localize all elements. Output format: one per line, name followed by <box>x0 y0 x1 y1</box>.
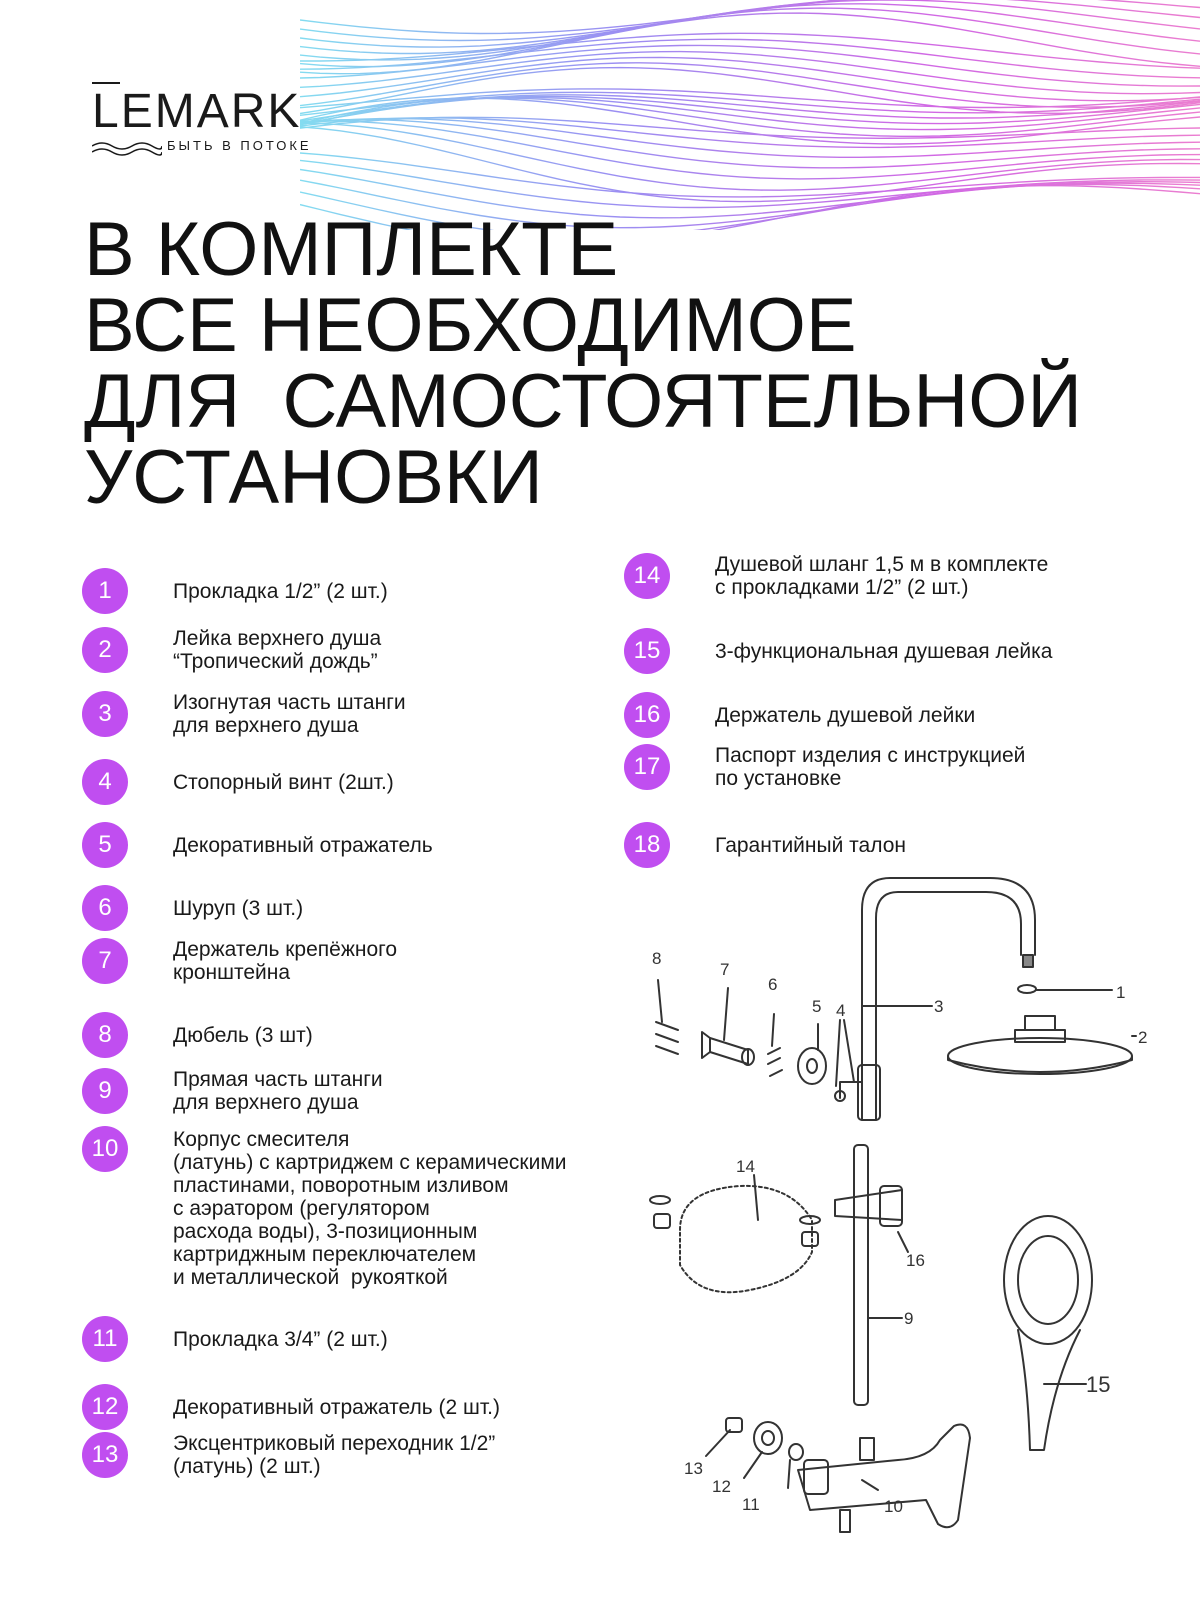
overhead-shower-part <box>948 1038 1132 1074</box>
pipe-thread <box>1023 955 1033 967</box>
diagram-label-12: 12 <box>712 1477 731 1496</box>
item-text: Шуруп (3 шт.) <box>173 896 304 920</box>
item-number-badge: 15 <box>624 628 670 674</box>
reflector-small-part <box>754 1422 782 1454</box>
parts-diagram <box>640 860 1200 1600</box>
item-text: Изогнутая часть штанги для верхнего душа <box>173 691 406 737</box>
item-number-badge: 6 <box>82 885 128 931</box>
list-item <box>624 553 1048 599</box>
item-number-badge: 4 <box>82 759 128 805</box>
item-number-badge: 18 <box>624 822 670 868</box>
item-text: Душевой шланг 1,5 м в комплекте с прокладками 1/2” (2 шт.) <box>715 553 1049 599</box>
wave-line <box>300 13 1200 74</box>
diagram-label-5: 5 <box>812 997 822 1016</box>
straight-bar-part <box>854 1145 868 1405</box>
diagram-label-8: 8 <box>652 949 662 968</box>
page-headline <box>84 207 1082 520</box>
list-item <box>624 692 975 738</box>
bent-pipe-part <box>862 878 1035 1120</box>
wave-line <box>300 117 1200 138</box>
brand-name: LEMARK <box>92 85 302 138</box>
item-number-badge: 17 <box>624 744 670 790</box>
headline-line-1: В КОМПЛЕКТЕ <box>84 207 619 292</box>
item-text: 3-функциональная душевая лейка <box>715 639 1053 663</box>
item-text: Эксцентриковый переходник 1/2” (латунь) (2 шт.) <box>173 1432 496 1478</box>
diagram-label-11: 11 <box>742 1495 760 1514</box>
logo-wave-icon <box>92 140 162 156</box>
item-text: Прокладка 3/4” (2 шт.) <box>173 1327 388 1351</box>
list-item <box>82 938 397 984</box>
list-item <box>82 822 433 868</box>
decorative-waves <box>300 0 1200 230</box>
list-item <box>82 1126 567 1289</box>
item-number-badge: 9 <box>82 1068 128 1114</box>
list-item <box>82 885 303 931</box>
diagram-label-9: 9 <box>904 1309 914 1328</box>
item-number-badge: 14 <box>624 553 670 599</box>
diagram-label-4: 4 <box>836 1001 846 1020</box>
list-item <box>82 691 406 737</box>
list-item <box>82 1432 495 1478</box>
diagram-label-15: 15 <box>1086 1372 1111 1397</box>
diagram-label-7: 7 <box>720 960 730 979</box>
list-item <box>82 1068 383 1114</box>
diagram-label-6: 6 <box>768 975 778 994</box>
item-number-badge: 12 <box>82 1384 128 1430</box>
list-item <box>82 1316 388 1362</box>
item-number-badge: 8 <box>82 1012 128 1058</box>
list-item <box>82 759 394 805</box>
item-text: Декоративный отражатель <box>173 833 433 857</box>
wave-line <box>300 89 1200 108</box>
list-item <box>82 1012 313 1058</box>
item-text: Прокладка 1/2” (2 шт.) <box>173 579 388 603</box>
item-text: Дюбель (3 шт) <box>173 1023 313 1047</box>
brand-tagline: БЫТЬ В ПОТОКЕ <box>167 138 312 153</box>
list-item <box>82 1384 500 1430</box>
diagram-label-2: 2 <box>1138 1028 1148 1047</box>
item-number-badge: 16 <box>624 692 670 738</box>
headline-line-3: ДЛЯ САМОСТОЯТЕЛЬНОЙ <box>84 359 1082 444</box>
item-text: Паспорт изделия с инструкцией по установке <box>715 744 1026 790</box>
wave-line <box>300 57 1200 100</box>
item-number-badge: 1 <box>82 568 128 614</box>
diagram-label-3: 3 <box>934 997 944 1016</box>
item-number-badge: 10 <box>82 1126 128 1172</box>
item-text: Корпус смесителя (латунь) с картриджем с керамическими пластинами, поворотным изливом с аэратором (регулятором расхода воды), 3-позиционным картриджным переключателем и металлической рукояткой <box>173 1128 567 1289</box>
item-text: Держатель душевой лейки <box>715 703 976 727</box>
diagram-label-13: 13 <box>684 1459 703 1478</box>
list-item <box>82 627 381 673</box>
diagram-label-14: 14 <box>736 1157 755 1176</box>
list-item <box>624 744 1025 790</box>
reflector-part <box>798 1048 826 1084</box>
item-number-badge: 3 <box>82 691 128 737</box>
item-text: Лейка верхнего душа “Тропический дождь” <box>173 627 382 673</box>
item-text: Гарантийный талон <box>715 833 906 857</box>
headline-line-2: ВСЕ НЕОБХОДИМОЕ <box>84 283 857 368</box>
gasket-part <box>1018 985 1036 993</box>
item-number-badge: 5 <box>82 822 128 868</box>
item-text: Декоративный отражатель (2 шт.) <box>173 1395 500 1419</box>
item-number-badge: 11 <box>82 1316 128 1362</box>
hose-part <box>680 1186 812 1292</box>
wave-line <box>300 0 1200 34</box>
item-number-badge: 2 <box>82 627 128 673</box>
diagram-label-10: 10 <box>884 1497 903 1516</box>
list-item <box>624 628 1052 674</box>
item-text: Держатель крепёжного кронштейна <box>173 938 398 984</box>
wave-line <box>300 121 1200 179</box>
list-item <box>82 568 388 614</box>
wave-line <box>300 0 1200 54</box>
diagram-label-1: 1 <box>1116 983 1126 1002</box>
diagram-label-16: 16 <box>906 1251 925 1270</box>
item-number-badge: 13 <box>82 1432 128 1478</box>
item-text: Стопорный винт (2шт.) <box>173 770 394 794</box>
headline-line-4: УСТАНОВКИ <box>84 435 543 520</box>
item-text: Прямая часть штанги для верхнего душа <box>173 1068 383 1114</box>
item-number-badge: 7 <box>82 938 128 984</box>
